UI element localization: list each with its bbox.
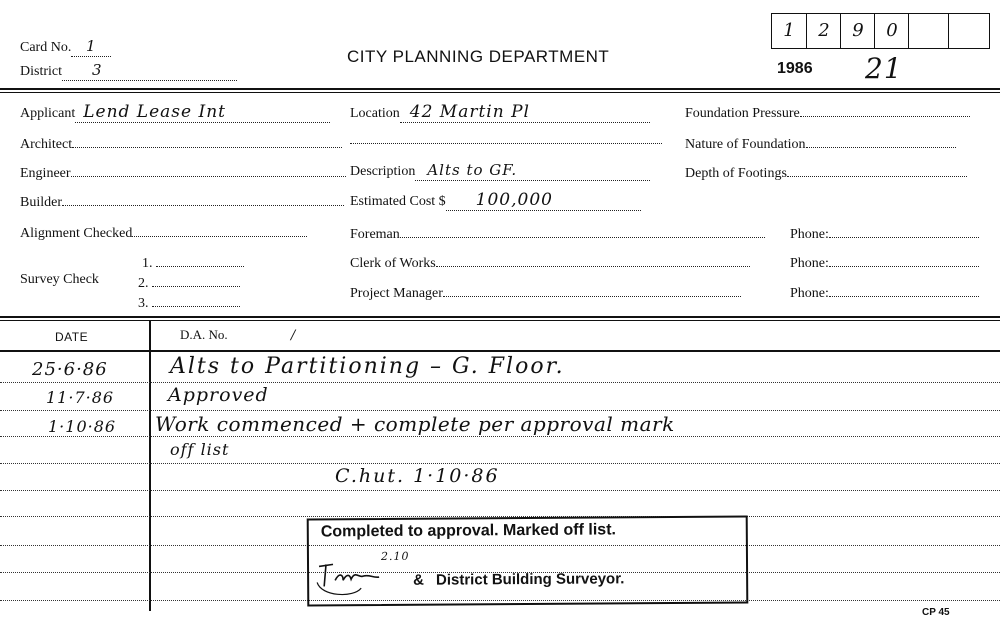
stamp-signature-date: 2.10 [380,549,410,564]
log-divider [0,316,1000,318]
clerk-of-works-row: Clerk of Works [350,252,750,272]
description-value: Alts to GF. [427,161,518,179]
header-divider [0,88,1000,90]
date-column-rule [149,321,151,611]
card-no-value: 1 [86,37,97,55]
department-title: CITY PLANNING DEPARTMENT [347,47,610,66]
stamp-line-2: & District Building Surveyor. [413,570,625,589]
number-box-4: 0 [874,14,909,48]
da-number-header: D.A. No. / [180,327,297,343]
foundation-pressure-row: Foundation Pressure [685,102,970,122]
entry-text-1: Alts to Partitioning – G. Floor. [170,354,565,379]
log-rule [0,436,1000,437]
log-rule [0,463,1000,464]
date-column-header: DATE [55,330,89,344]
nature-of-foundation-row: Nature of Foundation [685,133,956,153]
alignment-row: Alignment Checked [20,222,307,242]
project-manager-row: Project Manager [350,282,741,302]
district-value: 3 [92,61,103,79]
da-number-value: / [290,328,297,343]
log-rule [0,410,1000,411]
log-rule [0,382,1000,383]
applicant-value: Lend Lease Int [83,102,226,122]
builder-row: Builder [20,191,344,211]
survey-item-1: 1. [142,252,244,272]
stamp-line-1: Completed to approval. Marked off list. [320,521,617,541]
survey-item-3: 3. [138,292,240,312]
ampersand-mark: & [413,571,425,589]
number-box-5 [908,14,949,48]
engineer-row: Engineer [20,162,346,182]
estimated-cost-value: 100,000 [475,190,553,210]
architect-row: Architect [20,133,342,153]
location-value: 42 Martin Pl [409,102,530,122]
foreman-phone: Phone: [790,223,979,243]
number-box-3: 9 [840,14,875,48]
log-rule [0,490,1000,491]
estimated-cost-row: Estimated Cost $ 100,000 [350,190,641,211]
form-code: CP 45 [922,607,950,618]
survey-check-label: Survey Check [20,272,99,287]
entry-date-1: 25·6·86 [32,359,108,380]
depth-of-footings-row: Depth of Footings [685,162,967,182]
entry-signoff: C.hut. 1·10·86 [335,465,500,487]
location-row: Location 42 Martin Pl [350,102,650,123]
entry-text-3: Work commenced + complete per approval mark [155,412,675,436]
entry-text-2: Approved [168,384,269,406]
entry-text-4: off list [170,440,230,459]
district-label: District 3 [20,61,237,81]
year-label: 1986 [777,60,813,77]
header-divider-2 [0,92,1000,93]
clerk-phone: Phone: [790,252,979,272]
location-line-2 [350,143,662,144]
description-row: Description Alts to GF. [350,161,650,181]
entry-date-3: 1·10·86 [48,417,117,436]
card-no-label: Card No. 1 [20,37,111,57]
number-box-2: 2 [806,14,841,48]
file-number-boxes [771,13,990,49]
entry-date-2: 11·7·86 [46,388,115,407]
applicant-row: Applicant Lend Lease Int [20,102,330,123]
number-box-6 [948,14,990,48]
pm-phone: Phone: [790,282,979,302]
year-note: 21 [865,52,903,85]
signature-scribble [313,552,385,597]
completion-stamp [307,515,749,606]
foreman-row: Foreman [350,223,765,243]
number-box-1: 1 [783,20,795,41]
survey-item-2: 2. [138,272,240,292]
